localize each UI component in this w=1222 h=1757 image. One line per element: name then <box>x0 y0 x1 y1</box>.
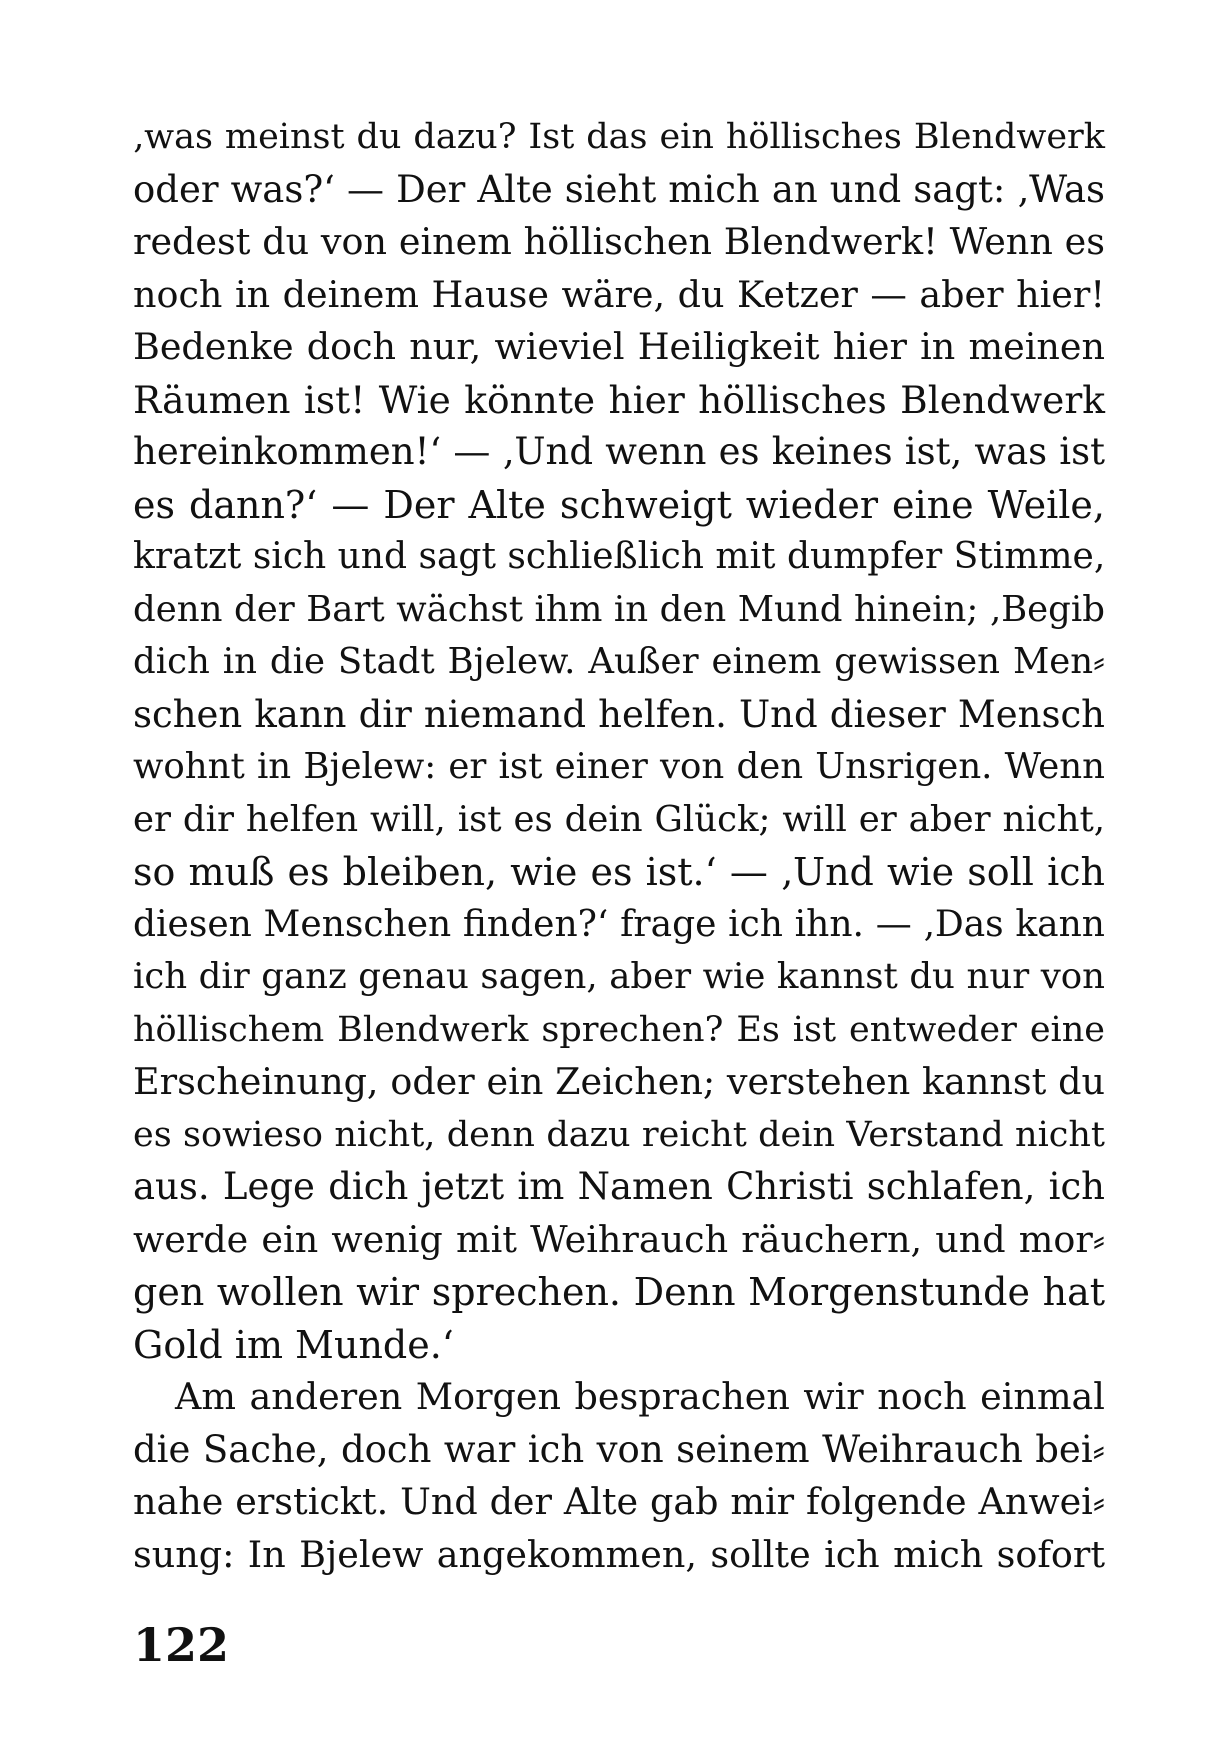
text-line: oder was?‘ — Der Alte sieht mich an und sagt: ‚Was <box>133 167 1105 211</box>
text-line: ich dir ganz genau sagen, aber wie kannst du nur von <box>133 956 1105 997</box>
text-line: sung: In Bjelew angekommen, sollte ich mich sofort <box>133 1532 1105 1576</box>
text-line: nahe erstickt. Und der Alte gab mir folgende Anwei⸗ <box>133 1480 1105 1523</box>
text-line: wohnt in Bjelew: er ist einer von den Unsrigen. Wenn <box>133 746 1105 787</box>
text-line: diesen Menschen finden?‘ frage ich ihn. — ‚Das kann <box>133 903 1105 945</box>
text-line: hereinkommen!‘ — ‚Und wenn es keines ist, was ist <box>133 430 1105 473</box>
body-text <box>133 111 1105 1581</box>
page-number: 122 <box>133 1618 230 1672</box>
text-line: es dann?‘ — Der Alte schweigt wieder eine Weile, <box>133 482 1105 527</box>
paragraph-end-line: Gold im Munde.‘ <box>133 1322 454 1367</box>
text-line: kratzt sich und sagt schließlich mit dumpfer Stimme, <box>133 536 1106 577</box>
paragraph-start-line: Am anderen Morgen besprachen wir noch einmal <box>175 1375 1105 1418</box>
text-line: so muß es bleiben, wie es ist.‘ — ‚Und wie soll ich <box>133 850 1105 894</box>
text-line: Bedenke doch nur, wieviel Heiligkeit hier in meinen <box>133 325 1105 368</box>
text-line: noch in deinem Hause wäre, du Ketzer — aber hier! <box>133 272 1105 316</box>
text-line: schen kann dir niemand helfen. Und dieser Mensch <box>133 692 1105 736</box>
text-line: denn der Bart wächst ihm in den Mund hinein; ‚Begib <box>133 588 1105 630</box>
text-line: es sowieso nicht, denn dazu reicht dein Verstand nicht <box>133 1114 1105 1155</box>
text-line: ‚was meinst du dazu? Ist das ein höllisches Blendwerk <box>133 117 1105 157</box>
text-line: gen wollen wir sprechen. Denn Morgenstunde hat <box>133 1270 1105 1314</box>
text-line: er dir helfen will, ist es dein Glück; will er aber nicht, <box>133 798 1105 840</box>
text-line: Räumen ist! Wie könnte hier höllisches Blendwerk <box>133 377 1105 422</box>
text-line: Erscheinung, oder ein Zeichen; verstehen kannst du <box>133 1060 1105 1103</box>
text-line: redest du von einem höllischen Blendwerk! Wenn es <box>133 220 1105 263</box>
text-line: aus. Lege dich jetzt im Namen Christi schlafen, ich <box>133 1165 1105 1208</box>
text-line: höllischem Blendwerk sprechen? Es ist entweder eine <box>133 1009 1105 1050</box>
text-line: die Sache, doch war ich von seinem Weihrauch bei⸗ <box>133 1427 1105 1471</box>
text-line: werde ein wenig mit Weihrauch räuchern, und mor⸗ <box>133 1217 1105 1261</box>
text-line: dich in die Stadt Bjelew. Außer einem gewissen Men⸗ <box>133 641 1105 682</box>
